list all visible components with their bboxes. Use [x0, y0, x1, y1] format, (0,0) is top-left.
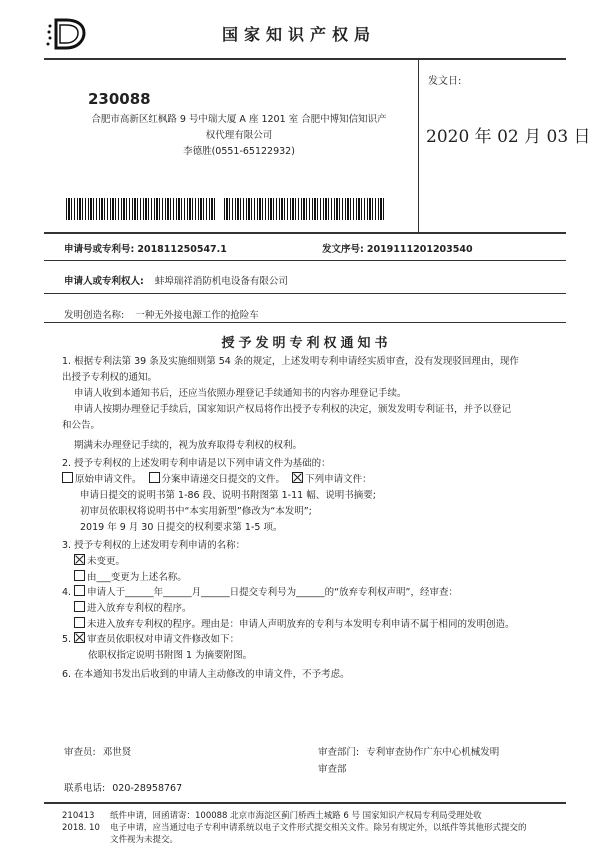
- notice-title: 授予发明专利权通知书: [221, 336, 392, 351]
- checkbox-icon: [74, 601, 85, 612]
- footer-note: 电子申请，应当通过电子专利申请系统以电子文件形式提交相关文件。除另有规定外，以纸件等其他形式提交的: [110, 823, 527, 833]
- option-changed: 由___变更为上述名称。: [87, 572, 187, 583]
- text-line: 和公告。: [62, 420, 101, 431]
- applicant: 蚌埠瑞祥消防机电设备有限公司: [154, 276, 288, 287]
- checkbox-icon: [74, 570, 85, 581]
- footer-notes: [110, 810, 560, 846]
- text-line: 依职权指定说明书附图 1 为摘要附图。: [88, 650, 253, 661]
- app-no: 201811250547.1: [137, 244, 227, 255]
- phone-row: [64, 780, 182, 794]
- doc-no: 2019111201203540: [366, 244, 473, 255]
- checkbox-icon: [62, 472, 73, 483]
- text-line: 5.: [62, 634, 75, 645]
- option-not-enter-waiver: 未进入放弃专利权的程序。理由是：申请人声明放弃的专利与本发明专利申请不属于相同的发明创造。: [87, 619, 515, 630]
- para-1: [62, 354, 562, 454]
- para-4: [62, 585, 562, 633]
- option-enter-waiver: 进入放弃专利权的程序。: [87, 603, 192, 614]
- text-line: 4.: [62, 587, 75, 598]
- address-line-2: 权代理有限公司: [205, 130, 273, 141]
- app-no-row: [64, 241, 227, 255]
- text-line: 出授予专利权的通知。: [62, 372, 158, 383]
- text-line: 2. 授予专利权的上述发明专利申请是以下列申请文件为基础的：: [62, 458, 331, 469]
- option-original: 原始申请文件。: [75, 474, 142, 485]
- text-line: 1. 根据专利法第 39 条及实施细则第 54 条的规定，上述发明专利申请经实质审查，没有发现驳回理由，现作: [62, 356, 519, 367]
- postcode: 230088: [88, 90, 151, 108]
- text-line: 期满未办理登记手续的，视为放弃取得专利权的权利。: [74, 440, 303, 451]
- footer-code: 210413: [62, 811, 95, 821]
- rule: [44, 232, 566, 234]
- text-line: 申请日提交的说明书第 1-86 段、说明书附图第 1-11 幅、说明书摘要;: [80, 490, 376, 501]
- para-5: [62, 632, 562, 664]
- applicant-row: [64, 273, 288, 287]
- address-line-1: 合肥市高新区红枫路 9 号中瑞大厦 A 座 1201 室 合肥中博知信知识产: [91, 114, 387, 125]
- examiner: 邓世贤: [102, 747, 132, 758]
- examiner-row: [64, 744, 131, 758]
- checkbox-icon: [292, 472, 303, 483]
- checkbox-icon: [74, 554, 85, 565]
- header-rule: [44, 58, 566, 60]
- footer-code: 2018. 10: [62, 823, 100, 833]
- rule: [44, 260, 566, 261]
- invention-label: 发明创造名称:: [64, 310, 125, 321]
- text-line: 3. 授予专利权的上述发明专利申请的名称：: [62, 540, 246, 551]
- header-title: 国家知识产权局: [222, 25, 377, 44]
- footer-note: 文件视为未提交。: [110, 835, 179, 845]
- app-no-label: 申请号或专利号:: [64, 244, 135, 255]
- para-2: [62, 456, 562, 536]
- option-listed: 下列申请文件：: [305, 474, 372, 485]
- barcode-icon: [224, 198, 384, 220]
- applicant-label: 申请人或专利权人:: [64, 276, 144, 287]
- examiner-label: 审查员:: [64, 747, 96, 758]
- vertical-divider: [418, 60, 419, 232]
- dept: 专利审查协作广东中心机械发明: [366, 747, 500, 758]
- invention-row: [64, 307, 259, 321]
- footer-note: 纸件申请，回函请寄：100088 北京市海淀区蓟门桥西土城路 6 号 国家知识产权局专利局受理处收: [110, 811, 482, 821]
- cnipa-logo-icon: [44, 16, 90, 52]
- doc-no-label: 发文序号:: [322, 244, 364, 255]
- rule: [44, 322, 566, 323]
- text-line: 6. 在本通知书发出后收到的申请人主动修改的申请文件，不予考虑。: [62, 669, 350, 680]
- checkbox-icon: [74, 617, 85, 628]
- phone-label: 联系电话:: [64, 783, 106, 794]
- option-examiner-amend: 审查员依职权对申请文件修改如下：: [87, 634, 240, 645]
- option-divisional: 分案申请递交日提交的文件。: [161, 474, 286, 485]
- doc-no-row: [322, 241, 473, 255]
- barcode-icon: [66, 198, 216, 220]
- text-line: 2019 年 9 月 30 日提交的权利要求第 1-5 项。: [80, 522, 283, 533]
- address-block: [66, 112, 412, 160]
- invention: 一种无外接电源工作的抢险车: [135, 310, 259, 321]
- text-line: 申请人按期办理登记手续后，国家知识产权局将作出授予专利权的决定，颁发发明专利证书，并予以登记: [74, 404, 512, 415]
- checkbox-icon: [149, 472, 160, 483]
- dept-line-2: 审查部: [318, 764, 347, 775]
- para-3: [62, 538, 562, 586]
- phone: 020-28958767: [112, 783, 183, 794]
- text-line: 初审员依职权将说明书中“本实用新型”修改为“本发明”;: [80, 506, 312, 517]
- footer-codes: [62, 810, 100, 834]
- send-date-label: 发文日:: [428, 76, 462, 87]
- rule: [44, 293, 566, 294]
- options-row: [62, 472, 562, 488]
- send-date: 2020 年 02 月 03 日: [426, 127, 591, 147]
- option-waiver: 申请人于______年______月______日提交专利号为______的“放弃专利权声明”，经审查：: [87, 587, 458, 598]
- text-line: 申请人收到本通知书后，还应当依照办理登记手续通知书的内容办理登记手续。: [74, 388, 407, 399]
- option-unchanged: 未变更。: [87, 556, 126, 567]
- checkbox-icon: [74, 632, 85, 643]
- para-6: [62, 667, 562, 683]
- contact: 李德胜(0551-65122932): [183, 146, 295, 157]
- dept-label: 审查部门:: [318, 747, 360, 758]
- checkbox-icon: [74, 585, 85, 596]
- dept-row: [318, 744, 499, 758]
- footer-rule: [44, 802, 566, 804]
